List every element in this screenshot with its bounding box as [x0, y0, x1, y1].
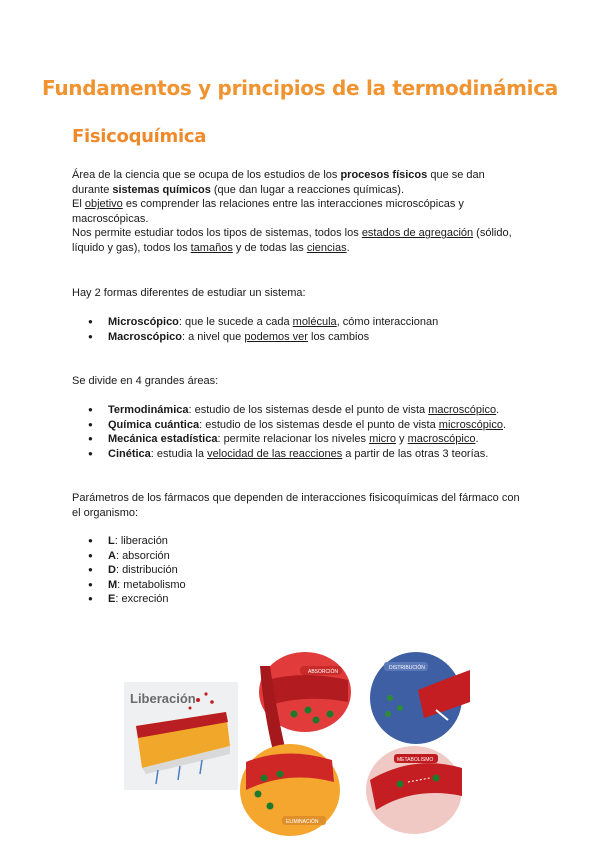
distribucion-label: DISTRIBUCIÓN — [389, 665, 425, 671]
eliminacion-label: ELIMINACIÓN — [286, 819, 319, 825]
params-list — [88, 534, 186, 607]
ladme-figure — [118, 650, 478, 840]
intro-paragraph: Área de la ciencia que se ocupa de los estudios de los procesos físicos que se dan durante sistemas químicos (que dan lugar a reacciones químicas). El objetivo es comprender las relaciones entre las interacciones microscópicas y macroscópicas. Nos permite estudiar todos los tipos de sistemas, todos los estados de agregación (sólido, líquido y gas), todos los tamaños y de todas las ciencias. — [72, 169, 512, 254]
eliminacion-panel — [240, 744, 340, 836]
list-item: ● M: metabolismo — [88, 578, 186, 593]
distribucion-panel — [370, 652, 470, 744]
areas-list — [88, 403, 506, 461]
list-item: ● Mecánica estadística: permite relacionar los niveles micro y macroscópico. — [88, 432, 506, 447]
forms-heading: Hay 2 formas diferentes de estudiar un sistema: — [72, 287, 306, 299]
list-item: ● E: excreción — [88, 592, 186, 607]
forms-list — [88, 315, 438, 344]
liberacion-label: Liberación — [130, 691, 196, 706]
list-item: ● D: distribución — [88, 563, 186, 578]
list-item: ● Termodinámica: estudio de los sistemas desde el punto de vista macroscópico. — [88, 403, 506, 418]
list-item: ● A: absorción — [88, 549, 186, 564]
absorcion-label: ABSORCIÓN — [308, 669, 339, 675]
metabolismo-label: METABOLISMO — [397, 757, 434, 763]
absorcion-panel — [259, 652, 351, 762]
list-item: ● Microscópico: que le sucede a cada molécula, cómo interaccionan — [88, 315, 438, 330]
page-title: Fundamentos y principios de la termodinámica — [41, 76, 558, 100]
list-item: ● Macroscópico: a nivel que podemos ver los cambios — [88, 330, 438, 345]
list-item: ● Química cuántica: estudio de los sistemas desde el punto de vista microscópico. — [88, 418, 506, 433]
ladme-illustration — [118, 650, 478, 840]
params-heading: Parámetros de los fármacos que dependen de interacciones fisicoquímicas del fármaco con el organismo: — [72, 492, 520, 519]
list-item: ● Cinética: estudia la velocidad de las reacciones a partir de las otras 3 teorías. — [88, 447, 506, 462]
liberacion-panel — [124, 682, 238, 790]
list-item: ● L: liberación — [88, 534, 186, 549]
metabolismo-panel — [366, 746, 462, 834]
areas-heading: Se divide en 4 grandes áreas: — [72, 375, 219, 387]
section-title: Fisicoquímica — [72, 126, 207, 147]
